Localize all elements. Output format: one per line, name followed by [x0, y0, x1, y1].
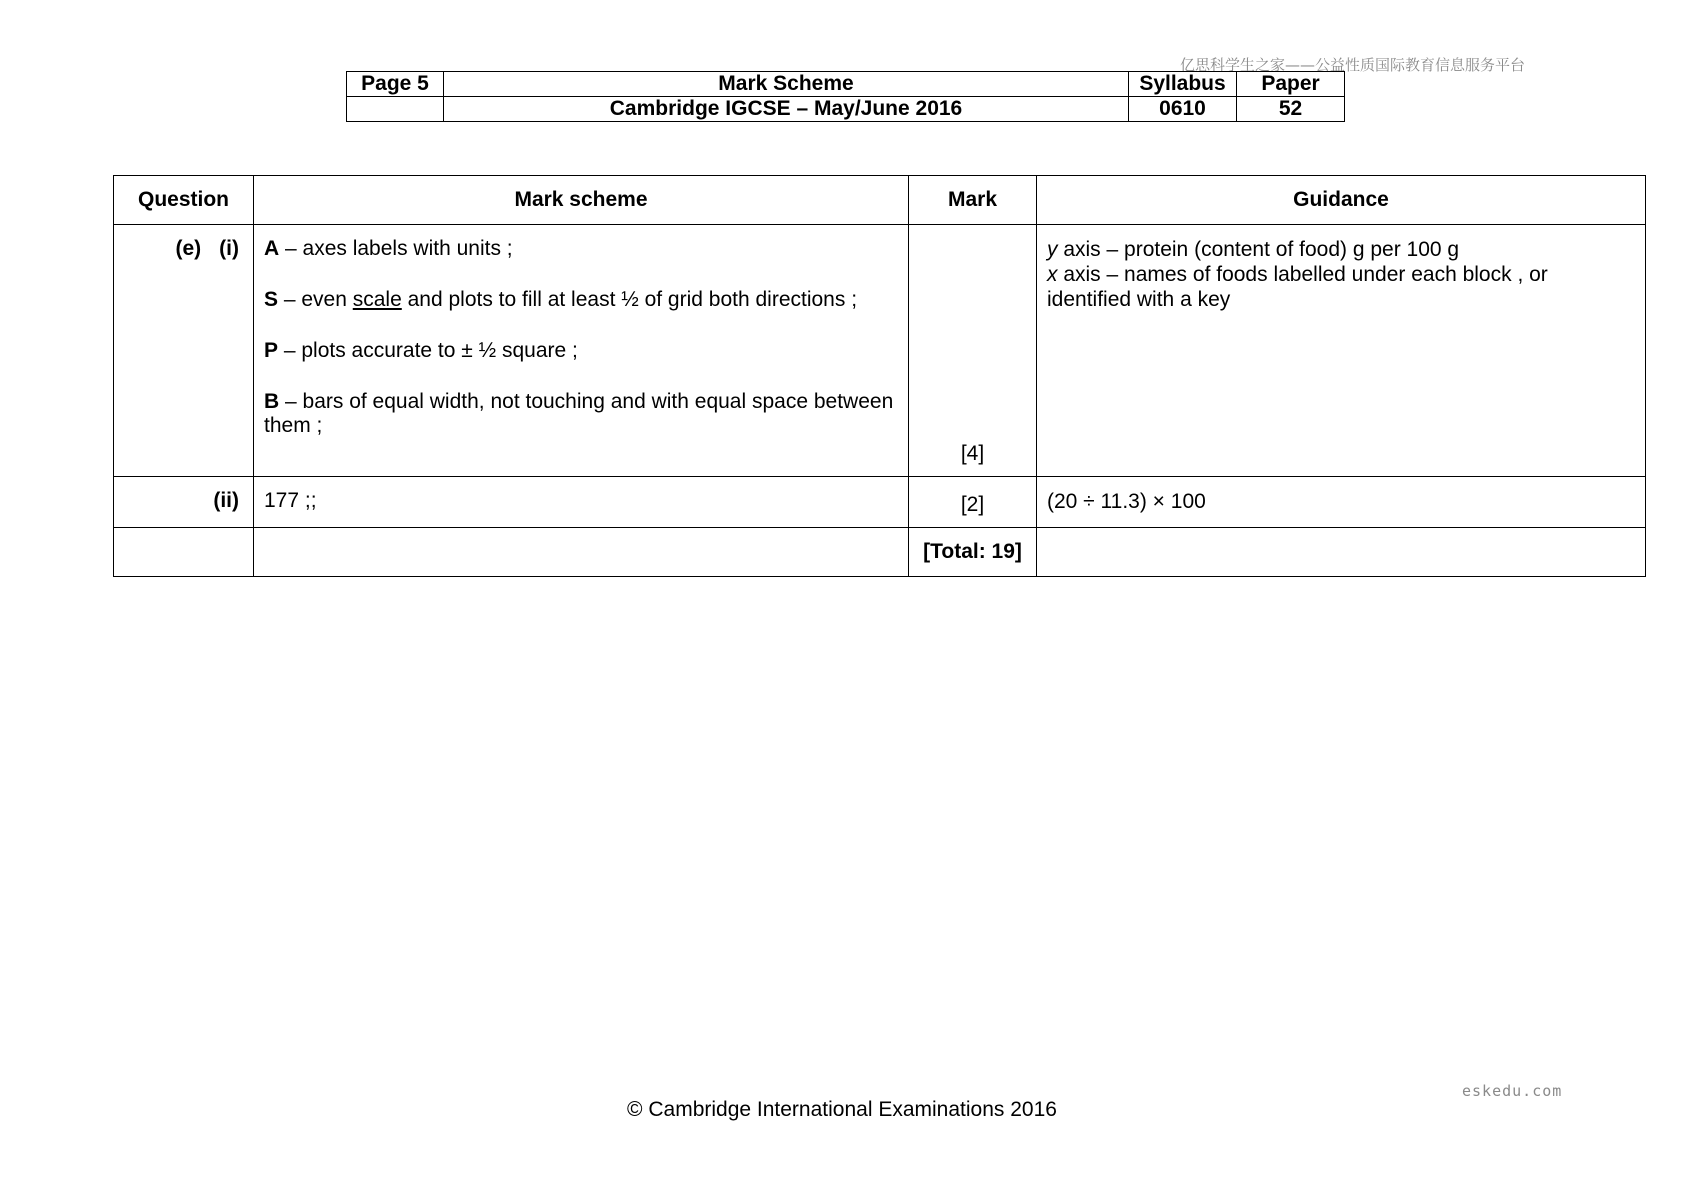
question-cell — [114, 225, 254, 477]
mark-cell: [4] — [909, 225, 1037, 477]
table-row — [114, 528, 1646, 577]
empty-cell — [347, 97, 444, 122]
total-mark-cell: [Total: 19] — [909, 528, 1037, 577]
question-subpart: (ii) — [213, 489, 239, 512]
mark-scheme-cell — [254, 225, 909, 477]
question-subpart: (i) — [219, 237, 239, 260]
guidance-x-axis: x axis – names of foods labelled under each block , or identified with a key — [1047, 263, 1548, 311]
question-part: (e) — [175, 237, 202, 260]
exam-title: Cambridge IGCSE – May/June 2016 — [444, 97, 1129, 122]
syllabus-code: 0610 — [1129, 97, 1237, 122]
paper-label: Paper — [1237, 72, 1345, 97]
page-number: Page 5 — [347, 72, 444, 97]
question-header: Question — [114, 176, 254, 225]
empty-cell — [1037, 528, 1646, 577]
copyright-footer: © Cambridge International Examinations 2016 — [627, 1098, 1057, 1121]
mark-scheme-title: Mark Scheme — [444, 72, 1129, 97]
mark-scheme-header: Mark scheme — [254, 176, 909, 225]
watermark-text: 亿思科学生之家——公益性质国际教育信息服务平台 — [1180, 56, 1526, 74]
mark-cell: [2] — [909, 477, 1037, 528]
syllabus-label: Syllabus — [1129, 72, 1237, 97]
criterion-p: P – plots accurate to ± ½ square ; — [264, 339, 578, 362]
question-cell — [114, 477, 254, 528]
table-row — [114, 225, 1646, 477]
answer-cell: 177 ;; — [254, 477, 909, 528]
empty-cell — [114, 528, 254, 577]
guidance-header: Guidance — [1037, 176, 1646, 225]
criterion-a: A – axes labels with units ; — [264, 237, 513, 260]
guidance-y-axis: y axis – protein (content of food) g per 100 g — [1047, 238, 1460, 261]
criterion-s: S – even scale and plots to fill at least ½ of grid both directions ; — [264, 288, 858, 311]
paper-number: 52 — [1237, 97, 1345, 122]
empty-cell — [254, 528, 909, 577]
criterion-b: B – bars of equal width, not touching and with equal space between them ; — [264, 390, 894, 437]
mark-scheme-table — [113, 175, 1646, 577]
watermark-url: eskedu.com — [1462, 1082, 1563, 1100]
page-header-table — [346, 71, 1345, 122]
guidance-cell: (20 ÷ 11.3) × 100 — [1037, 477, 1646, 528]
mark-header: Mark — [909, 176, 1037, 225]
guidance-cell — [1037, 225, 1646, 477]
table-row — [114, 477, 1646, 528]
